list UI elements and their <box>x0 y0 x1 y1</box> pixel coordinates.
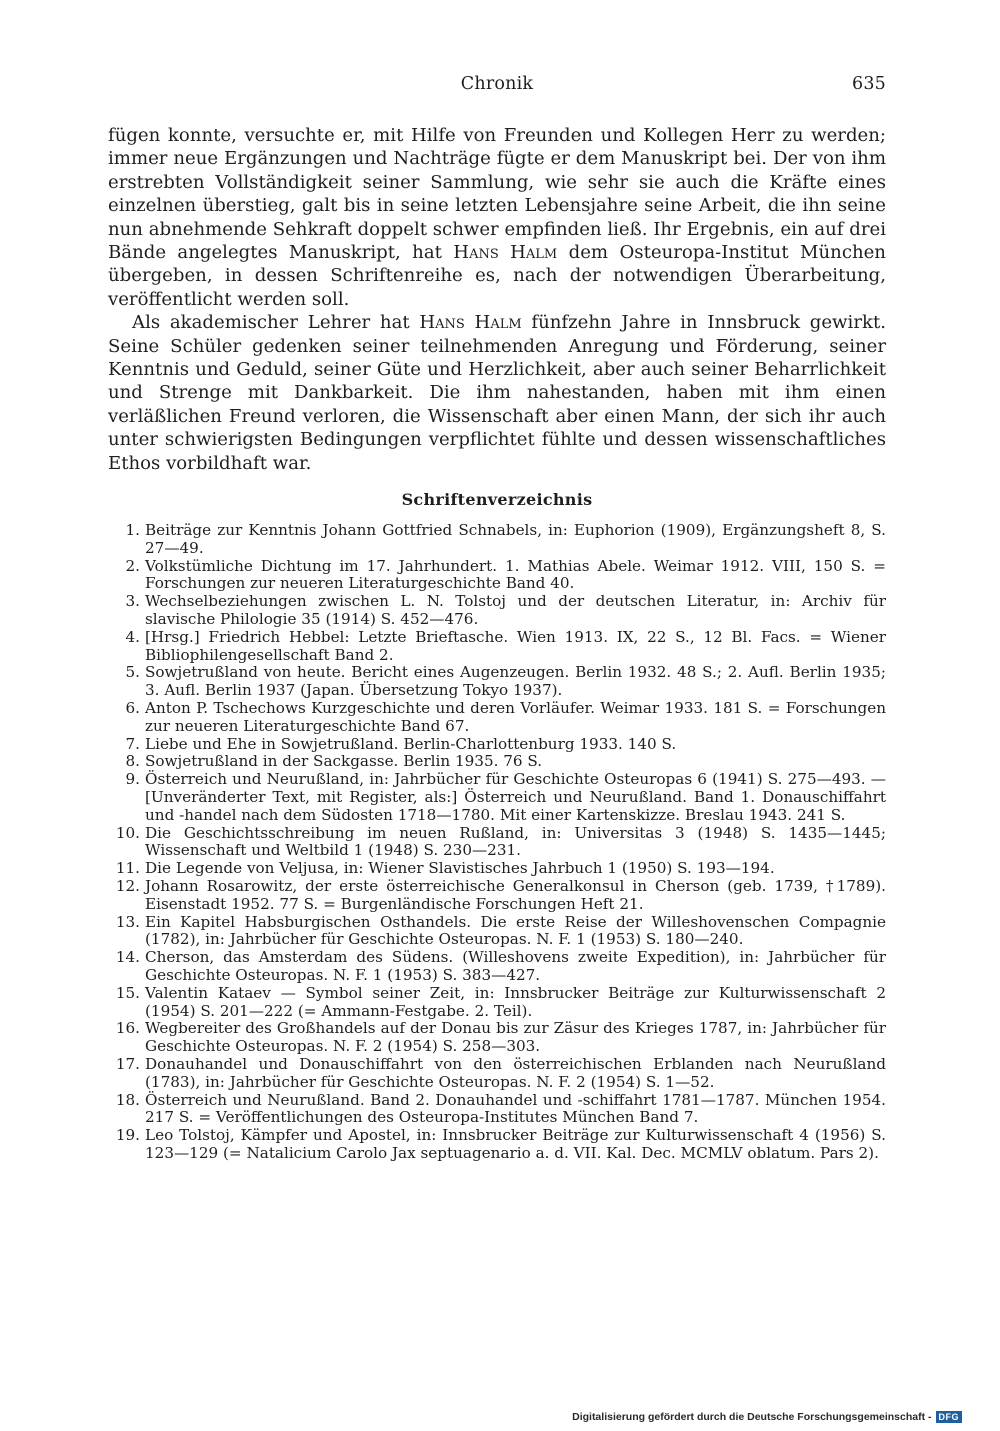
bibliography-entry <box>108 629 886 665</box>
bibliography-entry <box>108 700 886 736</box>
paragraph-1-text: fügen konnte, versuchte er, mit Hilfe von Freunden und Kollegen Herr zu werden; immer neue Ergänzungen und Nachträge fügte er dem Manuskript bei. Der von ihm erstrebten Vollständigkeit seiner Sammlung, wie sehr sie auch die Kräfte eines einzelnen überstieg, galt bis in seine letzten Lebensjahre seine Arbeit, die ihn seine nun abnehmende Sehkraft doppelt schwer empfinden ließ. Ihr Ergebnis, ein auf drei Bände angelegtes Manuskript, hat <box>108 125 886 264</box>
bibliography-entry <box>108 825 886 861</box>
entry-number: 18. <box>115 1090 140 1109</box>
bibliography-entry <box>108 860 886 878</box>
entry-text: Ein Kapitel Habsburgischen Osthandels. Die erste Reise der Willeshovenschen Compagnie (1782), in: Jahrbücher für Geschichte Osteuropas. N. F. 1 (1953) S. 180—240. <box>145 912 886 949</box>
bibliography-entry <box>108 558 886 594</box>
entry-number: 2. <box>125 556 140 575</box>
entry-number: 5. <box>125 663 140 682</box>
running-title: Chronik <box>460 74 534 94</box>
body-text <box>108 124 886 475</box>
entry-text: Volkstümliche Dichtung im 17. Jahrhundert. 1. Mathias Abele. Weimar 1912. VIII, 150 S. = Forschungen zur neueren Literaturgeschichte Band 40. <box>145 556 886 593</box>
entry-text: Sowjetrußland von heute. Bericht eines Augenzeugen. Berlin 1932. 48 S.; 2. Aufl. Berlin 1935; 3. Aufl. Berlin 1937 (Japan. Übersetzung Tokyo 1937). <box>145 663 886 700</box>
entry-number: 17. <box>115 1054 140 1073</box>
bibliography-entry <box>108 949 886 985</box>
entry-text: Die Geschichtsschreibung im neuen Rußland, in: Universitas 3 (1948) S. 1435—1445; Wissenschaft und Weltbild 1 (1948) S. 230—231. <box>145 823 886 860</box>
entry-text: Anton P. Tschechows Kurzgeschichte und deren Vorläufer. Weimar 1933. 181 S. = Forschungen zur neueren Literaturgeschichte Band 67. <box>145 698 886 735</box>
entry-number: 11. <box>115 859 140 878</box>
entry-number: 12. <box>115 876 140 895</box>
entry-number: 10. <box>115 823 140 842</box>
entry-text: Johann Rosarowitz, der erste österreichische Generalkonsul in Cherson (geb. 1739, †1789). Eisenstadt 1952. 77 S. = Burgenländische Forschungen Heft 21. <box>145 876 886 913</box>
entry-text: Österreich und Neurußland, in: Jahrbücher für Geschichte Osteuropas 6 (1941) S. 275—493. — [Unveränderter Text, mit Register, als:] Österreich und Neurußland. Band 1. Donauschiffahrt und -handel nach dem Südosten 1718—1780. Mit einer Kartenskizze. Breslau 1943. 241 S. <box>145 770 886 824</box>
entry-text: Cherson, das Amsterdam des Südens. (Willeshovens zweite Expedition), in: Jahrbücher für Geschichte Osteuropas. N. F. 1 (1953) S. 383—427. <box>145 948 886 984</box>
credit-text: Digitalisierung gefördert durch die Deutsche Forschungsgemeinschaft - <box>572 1411 932 1423</box>
entry-number: 3. <box>125 592 140 611</box>
entry-text: Die Legende von Veljusa, in: Wiener Slavistisches Jahrbuch 1 (1950) S. 193—194. <box>145 859 775 878</box>
paragraph-2-start: Als akademischer Lehrer hat <box>132 312 410 334</box>
entry-number: 6. <box>125 698 140 717</box>
bibliography-entry <box>108 522 886 558</box>
entry-text: [Hrsg.] Friedrich Hebbel: Letzte Brieftasche. Wien 1913. IX, 22 S., 12 Bl. Facs. = Wiener Bibliophilengesellschaft Band 2. <box>145 627 886 664</box>
entry-text: Österreich und Neurußland. Band 2. Donauhandel und -schiffahrt 1781—1787. München 1954. 217 S. = Veröffentlichungen des Osteuropa-Institutes München Band 7. <box>145 1090 886 1127</box>
paragraph-1-end: dem Osteuropa-Institut München übergeben, in dessen Schriftenreihe es, nach der notwendigen Überarbeitung, veröffentlicht werden soll. <box>108 242 886 310</box>
dfg-logo: DFG <box>936 1411 963 1423</box>
running-head <box>108 74 886 98</box>
bibliography-entry <box>108 593 886 629</box>
entry-number: 8. <box>125 752 140 771</box>
entry-text: Liebe und Ehe in Sowjetrußland. Berlin-Charlottenburg 1933. 140 S. <box>145 734 677 753</box>
paragraph-continued <box>108 124 886 311</box>
bibliography-entry <box>108 878 886 914</box>
person-name: Hans Halm <box>419 312 522 334</box>
entry-number: 1. <box>125 521 140 539</box>
bibliography-list <box>108 522 886 1163</box>
digitization-credit <box>572 1411 962 1423</box>
bibliography-entry <box>108 1020 886 1056</box>
bibliography-heading: Schriftenverzeichnis <box>401 490 593 509</box>
bibliography-entry <box>108 914 886 950</box>
entry-text: Wegbereiter des Großhandels auf der Donau bis zur Zäsur des Krieges 1787, in: Jahrbücher für Geschichte Osteuropas. N. F. 2 (1954) S. 258—303. <box>145 1019 886 1056</box>
entry-text: Donauhandel und Donauschiffahrt von den österreichischen Erblanden nach Neurußland (1783), in: Jahrbücher für Geschichte Osteuropas. N. F. 2 (1954) S. 1—52. <box>145 1054 886 1091</box>
entry-number: 14. <box>115 948 140 967</box>
bibliography-entry <box>108 753 886 771</box>
bibliography-entry <box>108 985 886 1021</box>
entry-number: 19. <box>115 1126 140 1145</box>
bibliography-entry <box>108 771 886 824</box>
bibliography-entry <box>108 1056 886 1092</box>
entry-text: Leo Tolstoj, Kämpfer und Apostel, in: Innsbrucker Beiträge zur Kulturwissenschaft 4 (1956) S. 123—129 (= Natalicium Carolo Jax septuagenario a. d. VII. Kal. Dec. MCMLV oblatum. Pars 2). <box>145 1126 886 1162</box>
entry-number: 13. <box>115 912 140 931</box>
entry-number: 4. <box>125 627 140 646</box>
person-name: Hans Halm <box>453 242 558 264</box>
entry-number: 7. <box>125 734 140 753</box>
paragraph-2-end: fünfzehn Jahre in Innsbruck gewirkt. Seine Schüler gedenken seiner teilnehmenden Anregung und Förderung, seiner Kenntnis und Geduld, seiner Güte und Herzlichkeit, aber auch seiner Beharrlichkeit und Strenge mit Dankbarkeit. Die ihm nahestanden, haben mit ihm einen verläßlichen Freund verloren, die Wissenschaft aber einen Mann, der sich ihr auch unter schwierigsten Bedingungen verpflichtet fühlte und dessen wissenschaftliches Ethos vorbildhaft war. <box>108 312 886 474</box>
entry-number: 15. <box>115 983 140 1002</box>
entry-text: Beiträge zur Kenntnis Johann Gottfried Schnabels, in: Euphorion (1909), Ergänzungsheft 8, S. 27—49. <box>145 521 886 557</box>
bibliography-entry <box>108 664 886 700</box>
entry-text: Wechselbeziehungen zwischen L. N. Tolstoj und der deutschen Literatur, in: Archiv für slavische Philologie 35 (1914) S. 452—476. <box>145 592 886 628</box>
bibliography-entry <box>108 1092 886 1128</box>
page-number: 635 <box>851 74 886 94</box>
bibliography-entry <box>108 1127 886 1163</box>
entry-text: Valentin Kataev — Symbol seiner Zeit, in: Innsbrucker Beiträge zur Kulturwissenschaft 2 (1954) S. 201—222 (= Ammann-Festgabe. 2. Teil). <box>145 983 886 1020</box>
entry-number: 9. <box>125 770 140 789</box>
paragraph-teacher <box>108 311 886 475</box>
entry-number: 16. <box>115 1019 140 1038</box>
bibliography-entry <box>108 736 886 754</box>
entry-text: Sowjetrußland in der Sackgasse. Berlin 1935. 76 S. <box>145 752 543 771</box>
